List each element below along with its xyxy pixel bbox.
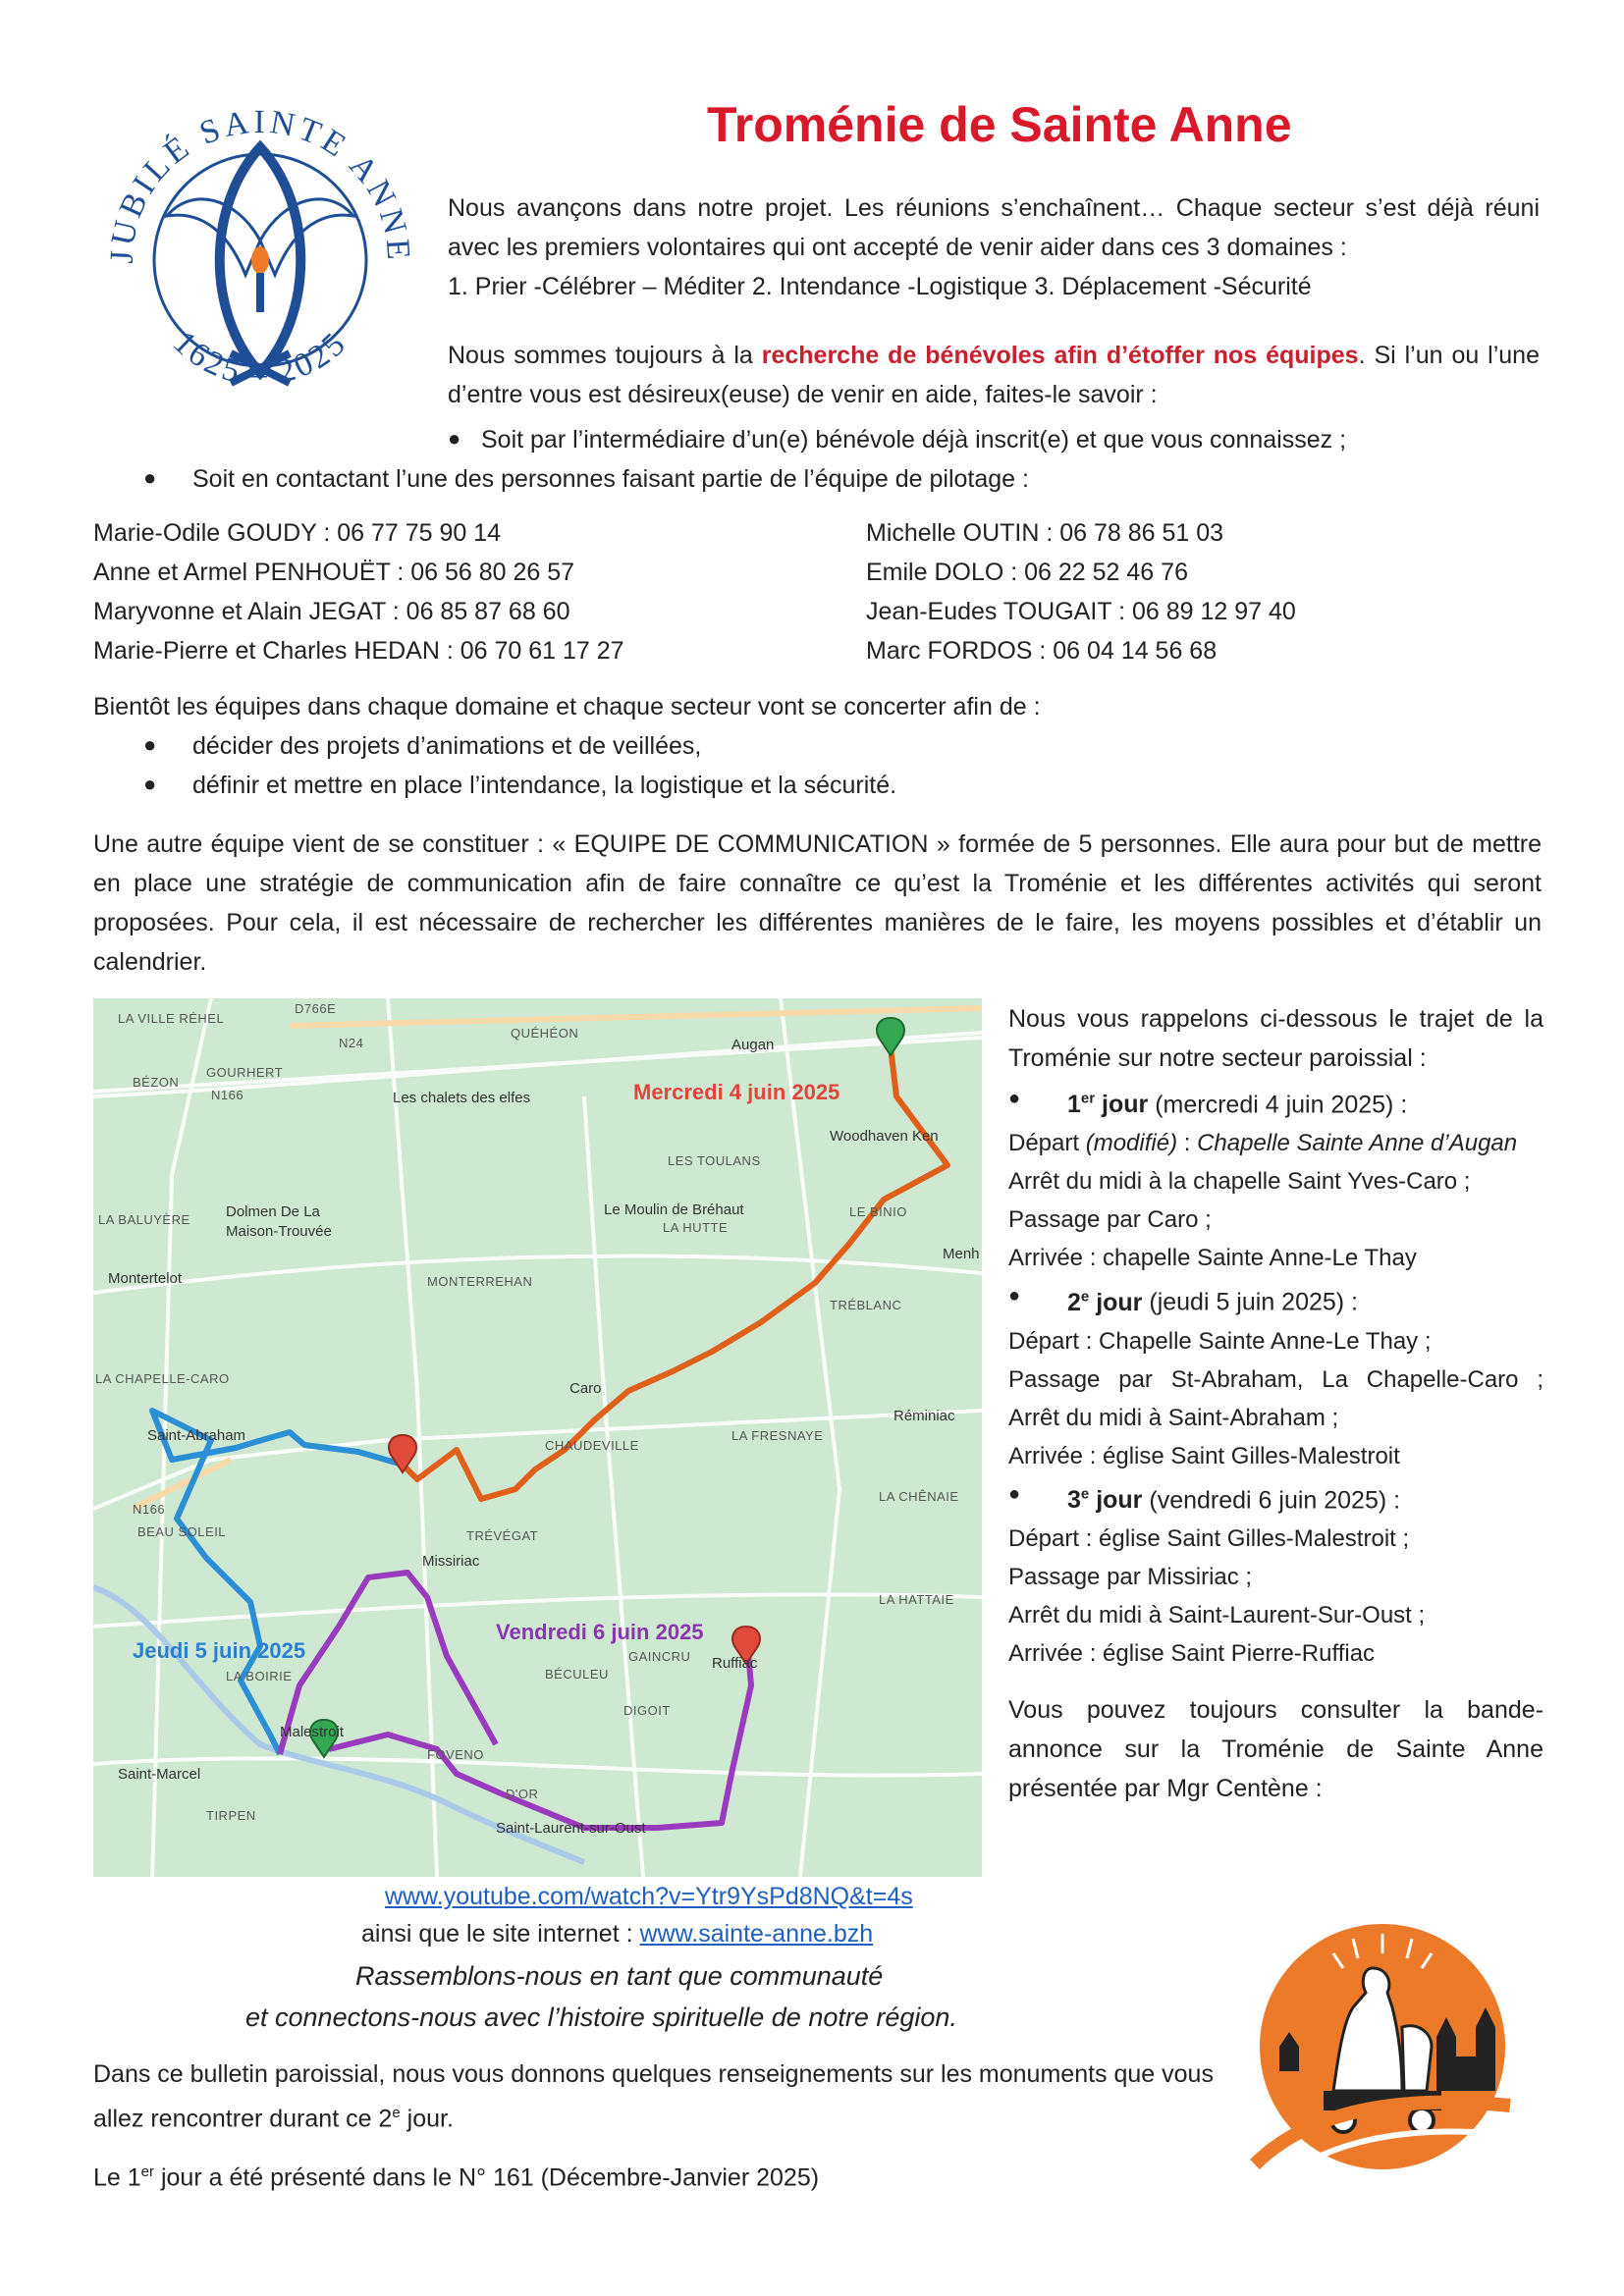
map-place: Augan bbox=[731, 1037, 775, 1053]
bullet-dot: ● bbox=[1008, 1088, 1021, 1109]
map-place: LA CHAPELLE-CARO bbox=[95, 1371, 230, 1386]
volunteer-option-2: Soit en contactant l’une des personnes faisant partie de l’équipe de pilotage : bbox=[192, 465, 1029, 493]
map-place: LA BALUYÈRE bbox=[98, 1212, 190, 1227]
volunteers-text-post: . Si l’un ou l’une d’entre vous est désireux(euse) de venir en aide, faites-le savoir : bbox=[448, 342, 1540, 408]
map-place: TRÉBLANC bbox=[830, 1298, 902, 1312]
map-place: BEAU SOLEIL bbox=[137, 1524, 227, 1539]
tromenie-emblem bbox=[1235, 1909, 1530, 2194]
contact-entry: Michelle OUTIN : 06 78 86 51 03 bbox=[866, 519, 1224, 547]
day2-word: jour bbox=[1089, 1288, 1143, 1316]
map-place: GOURHERT bbox=[206, 1065, 284, 1080]
day1-line: Arrivée : chapelle Sainte Anne-Le Thay bbox=[1008, 1245, 1417, 1272]
site-text: ainsi que le site internet : bbox=[361, 1920, 640, 1948]
day2-line: Arrêt du midi à Saint-Abraham ; bbox=[1008, 1404, 1339, 1431]
slogan-line-1: Rassemblons-nous en tant que communauté bbox=[355, 1961, 884, 1991]
teams-bullet-1: décider des projets d’animations et de veillées, bbox=[192, 732, 702, 760]
day3-word: jour bbox=[1089, 1485, 1143, 1514]
contact-entry: Emile DOLO : 06 22 52 46 76 bbox=[866, 559, 1188, 586]
day3-line: Arrivée : église Saint Pierre-Ruffiac bbox=[1008, 1639, 1376, 1667]
route-day2-heading bbox=[1008, 1277, 1543, 1321]
domains-line: 1. Prier -Célébrer – Méditer 2. Intendance -Logistique 3. Déplacement -Sécurité bbox=[448, 273, 1312, 300]
map-place: Le Moulin de Bréhaut bbox=[604, 1201, 744, 1218]
logo-years: 1625 – 2025 bbox=[166, 324, 354, 393]
map-place: BÉCULEU bbox=[545, 1667, 609, 1682]
intro-paragraph: Nous avançons dans notre projet. Les réunions s’enchaînent… Chaque secteur s’est déjà réuni avec les premiers volontaires qui ont accepté de venir aider dans ces 3 domaines : bbox=[448, 194, 1540, 261]
contact-entry: Marc FORDOS : 06 04 14 56 68 bbox=[866, 637, 1218, 665]
map-place: DIGOIT bbox=[623, 1703, 671, 1718]
communication-paragraph: Une autre équipe vient de se constituer : « EQUIPE DE COMMUNICATION » formée de 5 personnes. Elle aura pour but de mettre en place une stratégie de communication afin de faire connaître ce qu’est la Troménie et les différentes activités qui seront proposées. Pour cela, il est nécessaire de rechercher les différentes manières de le faire, les moyens possibles et d’établir un calendrier. bbox=[93, 830, 1542, 976]
bullet-dot: ● bbox=[143, 732, 157, 757]
map-place: LA VILLE RÉHEL bbox=[118, 1011, 225, 1026]
day2-line: Départ : Chapelle Sainte Anne-Le Thay ; bbox=[1008, 1327, 1432, 1355]
map-place: Saint-Laurent-sur-Oust bbox=[496, 1820, 646, 1837]
map-place: BÉZON bbox=[133, 1075, 180, 1090]
volunteers-highlight: recherche de bénévoles afin d’étoffer nos équipes bbox=[761, 342, 1359, 369]
map-place: GAINCRU bbox=[628, 1649, 691, 1664]
map-place: TIRPEN bbox=[206, 1808, 256, 1823]
day2-number: 2 bbox=[1067, 1288, 1081, 1316]
day1-depart: Départ (modifié) : Chapelle Sainte Anne d’Augan bbox=[1008, 1130, 1518, 1157]
route-map bbox=[93, 998, 982, 1877]
day3-sup: e bbox=[1080, 1485, 1090, 1503]
trailer-paragraph: Vous pouvez toujours consulter la bande-annonce sur la Troménie de Sainte Anne présentée par Mgr Centène : bbox=[1008, 1696, 1543, 1802]
footer-note: Le 1er jour a été présenté dans le N° 161 (Décembre-Janvier 2025) bbox=[93, 2163, 820, 2192]
map-label-day3: Vendredi 6 juin 2025 bbox=[496, 1620, 704, 1644]
volunteers-paragraph bbox=[448, 336, 1540, 414]
map-place: Saint-Abraham bbox=[147, 1427, 246, 1444]
map-place: TRÉVÉGAT bbox=[466, 1528, 539, 1543]
slogan-line-2: et connectons-nous avec l’histoire spirituelle de notre région. bbox=[245, 2002, 957, 2032]
bullet-dot: ● bbox=[1008, 1482, 1021, 1505]
bulletin-sup: e bbox=[392, 2105, 401, 2121]
day2-date: (jeudi 5 juin 2025) : bbox=[1142, 1288, 1359, 1316]
bullet-dot: ● bbox=[143, 772, 157, 796]
map-place: Menh bbox=[943, 1246, 980, 1262]
map-place: FOVENO bbox=[427, 1747, 484, 1762]
map-place: D'OR bbox=[506, 1787, 539, 1801]
day3-line: Passage par Missiriac ; bbox=[1008, 1563, 1253, 1590]
teams-intro: Bientôt les équipes dans chaque domaine et chaque secteur vont se concerter afin de : bbox=[93, 693, 1041, 721]
day3-date: (vendredi 6 juin 2025) : bbox=[1142, 1485, 1401, 1514]
jubile-logo bbox=[88, 88, 432, 432]
page-title: Troménie de Sainte Anne bbox=[707, 97, 1292, 152]
bullet-dot: ● bbox=[1008, 1285, 1021, 1308]
map-label-day2: Jeudi 5 juin 2025 bbox=[133, 1638, 306, 1663]
map-place: D766E bbox=[295, 1001, 337, 1016]
route-day3-heading bbox=[1008, 1475, 1543, 1520]
contact-entry: Marie-Odile GOUDY : 06 77 75 90 14 bbox=[93, 519, 502, 547]
map-place: LA FRESNAYE bbox=[731, 1428, 824, 1443]
bullet-dot: ● bbox=[143, 465, 157, 490]
contacts-right bbox=[866, 513, 1534, 670]
map-place: LA HATTAIE bbox=[879, 1592, 954, 1607]
map-place: Montertelot bbox=[108, 1270, 183, 1287]
day1-line: Passage par Caro ; bbox=[1008, 1206, 1212, 1234]
contact-entry: Marie-Pierre et Charles HEDAN : 06 70 61 17 27 bbox=[93, 637, 624, 665]
map-place: N166 bbox=[133, 1502, 166, 1517]
day1-line: Arrêt du midi à la chapelle Saint Yves-Caro ; bbox=[1008, 1168, 1471, 1196]
map-label-day1: Mercredi 4 juin 2025 bbox=[633, 1080, 840, 1104]
day1-number: 1 bbox=[1067, 1091, 1081, 1119]
map-place: Saint-Marcel bbox=[118, 1766, 201, 1783]
map-place: MONTERREHAN bbox=[427, 1274, 533, 1289]
map-place: Woodhaven Ken bbox=[830, 1128, 939, 1145]
day3-number: 3 bbox=[1067, 1485, 1081, 1514]
bulletin-paragraph: Dans ce bulletin paroissial, nous vous donnons quelques renseignements sur les monuments que vous allez rencontrer durant ce 2e jour. bbox=[93, 2060, 1214, 2133]
map-place: LES TOULANS bbox=[668, 1153, 761, 1168]
map-place: Ruffiac bbox=[712, 1655, 758, 1672]
map-place: LE BINIO bbox=[849, 1204, 907, 1219]
route-intro: Nous vous rappelons ci-dessous le trajet de la Troménie sur notre secteur paroissial : bbox=[1008, 1005, 1543, 1072]
map-place: Les chalets des elfes bbox=[393, 1090, 531, 1106]
logo-text-top: JUBILÉ SAINTE ANNE bbox=[103, 103, 417, 265]
day2-line: Arrivée : église Saint Gilles-Malestroit bbox=[1008, 1442, 1400, 1469]
volunteers-text-pre: Nous sommes toujours à la bbox=[448, 342, 762, 369]
teams-bullet-2: définir et mettre en place l’intendance, la logistique et la sécurité. bbox=[192, 772, 897, 799]
day1-word: jour bbox=[1095, 1091, 1149, 1119]
map-place: Dolmen De La bbox=[226, 1203, 320, 1220]
contacts-left bbox=[93, 513, 839, 670]
day3-line: Départ : église Saint Gilles-Malestroit ; bbox=[1008, 1524, 1410, 1552]
map-place: LA BOIRIE bbox=[226, 1669, 293, 1683]
site-line bbox=[361, 1914, 873, 1953]
map-place: Malestroit bbox=[280, 1724, 345, 1740]
day2-sup: e bbox=[1080, 1288, 1090, 1306]
youtube-link[interactable]: www.youtube.com/watch?v=Ytr9YsPd8NQ&t=4s bbox=[385, 1883, 913, 1910]
bullet-dot: ● bbox=[448, 426, 461, 451]
map-place: Caro bbox=[569, 1380, 602, 1397]
map-place: N24 bbox=[339, 1036, 364, 1050]
route-day1-heading bbox=[1008, 1080, 1543, 1124]
map-place: N166 bbox=[211, 1088, 244, 1102]
day1-date: (mercredi 4 juin 2025) : bbox=[1148, 1091, 1408, 1119]
map-place: Missiriac bbox=[422, 1553, 480, 1570]
contact-entry: Anne et Armel PENHOUËT : 06 56 80 26 57 bbox=[93, 559, 575, 586]
route-details bbox=[1008, 1080, 1543, 1673]
footer-sup: er bbox=[140, 2163, 155, 2180]
contact-entry: Maryvonne et Alain JEGAT : 06 85 87 68 60 bbox=[93, 598, 570, 625]
map-place: CHAUDEVILLE bbox=[545, 1438, 639, 1453]
day3-line: Arrêt du midi à Saint-Laurent-Sur-Oust ; bbox=[1008, 1601, 1426, 1629]
contact-entry: Jean-Eudes TOUGAIT : 06 89 12 97 40 bbox=[866, 598, 1296, 625]
day2-line: Passage par St-Abraham, La Chapelle-Caro ; bbox=[1008, 1365, 1543, 1393]
map-place: LA CHÊNAIE bbox=[879, 1489, 959, 1504]
map-place: Réminiac bbox=[893, 1408, 955, 1424]
day1-sup: er bbox=[1080, 1091, 1096, 1107]
volunteer-option-1: Soit par l’intermédiaire d’un(e) bénévole déjà inscrit(e) et que vous connaissez ; bbox=[481, 426, 1347, 454]
map-place: Maison-Trouvée bbox=[226, 1223, 332, 1240]
map-place: QUÉHÉON bbox=[511, 1026, 579, 1041]
map-place: LA HUTTE bbox=[663, 1220, 729, 1235]
website-link[interactable]: www.sainte-anne.bzh bbox=[639, 1920, 874, 1948]
